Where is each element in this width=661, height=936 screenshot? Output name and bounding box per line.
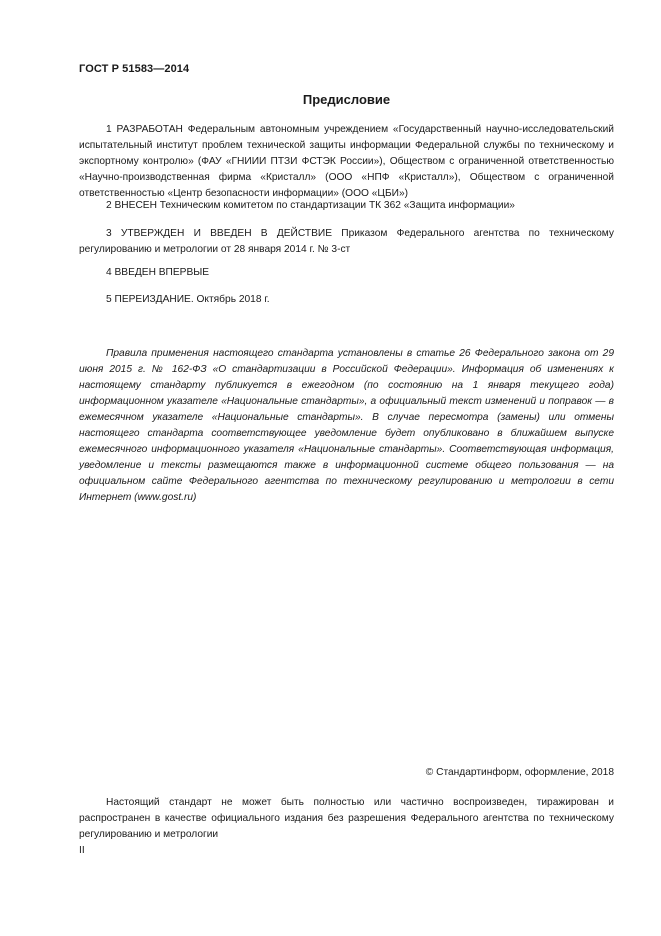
reproduction-rights-notice: Настоящий стандарт не может быть полностью или частично воспроизведен, тиражирован и распространен в качестве официального издания без разрешения Федерального агентства по техническому регулированию и метрологии [79,797,614,840]
standard-application-notice: Правила применения настоящего стандарта установлены в статье 26 Федерального закона от 29 июня 2015 г. № 162-ФЗ «О стандартизации в Российской Федерации». Информация об изменениях к настоящему стандарту публикуется в ежегодном (по состоянию на 1 января текущего года) информационном указателе «Национальные стандарты», а официальный текст изменений и поправок — в ежемесячном указателе «Национальные стандарты». В случае пересмотра (замены) или отмены настоящего стандарта соответствующее уведомление будет опубликовано в ближайшем выпуске ежемесячного информационного указателя «Национальные стандарты». Соответствующая информация, уведомление и тексты размещаются также в информационной системе общего пользования — на официальном сайте Федерального агентства по техническому регулированию и метрологии в сети Интернет (www.gost.ru) [79,348,614,503]
foreword-item-2: 2 ВНЕСЕН Техническим комитетом по стандартизации ТК 362 «Защита информации» [106,200,515,211]
page-title: Предисловие [302,92,391,107]
foreword-item-4: 4 ВВЕДЕН ВПЕРВЫЕ [106,267,210,278]
foreword-item-3: 3 УТВЕРЖДЕН И ВВЕДЕН В ДЕЙСТВИЕ Приказом Федерального агентства по техническому регулированию и метрологии от 28 января 2014 г. № 3-ст [79,228,614,255]
foreword-item-5: 5 ПЕРЕИЗДАНИЕ. Октябрь 2018 г. [106,294,270,305]
page-number: II [79,845,85,856]
foreword-item-1: 1 РАЗРАБОТАН Федеральным автономным учреждением «Государственный научно-исследовательский испытательный институт проблем технической защиты информации Федеральной службы по техническому и экспортному контролю» (ФАУ «ГНИИИ ПТЗИ ФСТЭК России»), Обществом с ограниченной ответственностью «Научно-производственная фирма «Кристалл» (ООО «НПФ «Кристалл»), Обществом с ограниченной ответственностью «Центр безопасности информации» (ООО «ЦБИ») [79,124,614,199]
copyright-line: © Стандартинформ, оформление, 2018 [425,767,614,778]
document-code: ГОСТ Р 51583—2014 [79,63,190,75]
